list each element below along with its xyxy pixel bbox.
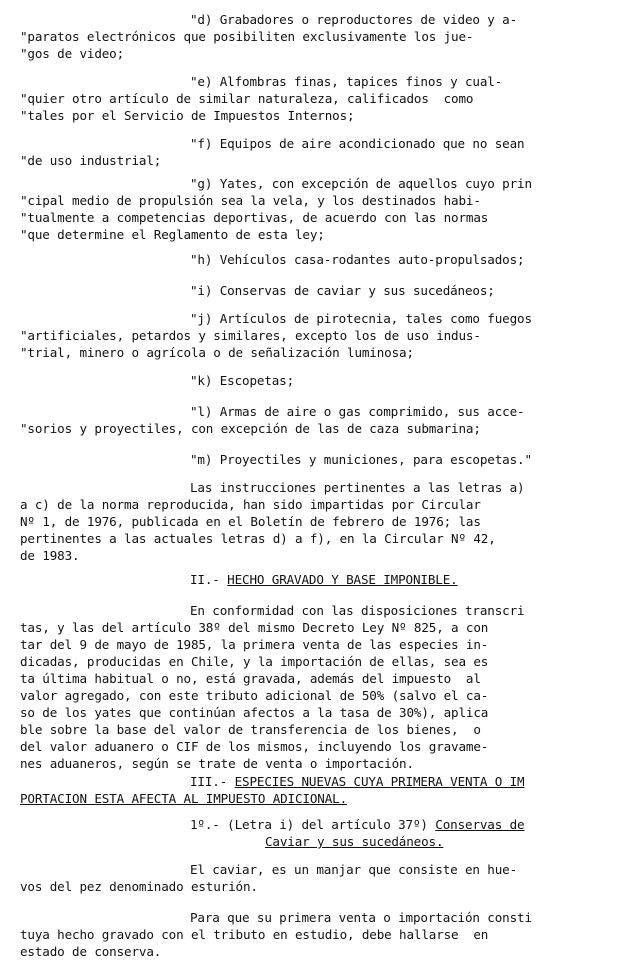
text-line: so de los yates que continúan afectos a la tasa de 30%), aplica	[20, 705, 489, 720]
item-title: Conservas de	[435, 817, 525, 832]
text-line: "e) Alfombras finas, tapices finos y cual-	[190, 74, 503, 89]
text-line: En conformidad con las disposiciones transcri	[190, 603, 525, 618]
text-line: "gos de video;	[20, 46, 125, 61]
text-line: "sorios y proyectiles, con excepción de las de caza submarina;	[20, 421, 481, 436]
text-line: "d) Grabadores o reproductores de video y a-	[190, 12, 518, 27]
text-line: valor agregado, con este tributo adicional de 50% (salvo el ca-	[20, 688, 489, 703]
text-line: ta última habitual o no, está gravada, además del impuesto al	[20, 671, 481, 686]
text-line: "quier otro artículo de similar naturaleza, calificados como	[20, 91, 474, 106]
text-line: "f) Equipos de aire acondicionado que no sean	[190, 136, 525, 151]
text-line: "k) Escopetas;	[190, 373, 295, 388]
text-line: tuya hecho gravado con el tributo en estudio, debe hallarse en	[20, 927, 489, 942]
text-line: vos del pez denominado esturión.	[20, 879, 258, 894]
text-line: tar del 9 de mayo de 1985, la primera venta de las especies in-	[20, 637, 489, 652]
text-line: "l) Armas de aire o gas comprimido, sus acce-	[190, 404, 525, 419]
section-number: III.-	[190, 774, 228, 789]
text-line: "g) Yates, con excepción de aquellos cuyo prin	[190, 176, 532, 191]
text-line: tas, y las del artículo 38º del mismo Decreto Ley Nº 825, a con	[20, 620, 489, 635]
text-line: Nº 1, de 1976, publicada en el Boletín de febrero de 1976; las	[20, 514, 481, 529]
text-line: nes aduaneros, según se trate de venta o importación.	[20, 756, 414, 771]
text-line: "i) Conservas de caviar y sus sucedáneos;	[190, 283, 495, 298]
item-reference: (Letra i) del artículo 37º)	[227, 817, 428, 832]
section-title-continued: PORTACION ESTA AFECTA AL IMPUESTO ADICIONAL.	[20, 791, 348, 806]
text-line: "tales por el Servicio de Impuestos Internos;	[20, 108, 355, 123]
text-line: a c) de la norma reproducida, han sido impartidas por Circular	[20, 497, 481, 512]
text-line: "paratos electrónicos que posibiliten exclusivamente los jue-	[20, 29, 474, 44]
section-heading	[190, 774, 610, 790]
text-line: "trial, minero o agrícola o de señalización luminosa;	[20, 345, 414, 360]
text-line: "tualmente a competencias deportivas, de acuerdo con las normas	[20, 210, 489, 225]
text-line: "m) Proyectiles y municiones, para escopetas."	[190, 452, 532, 467]
text-line: "que determine el Reglamento de esta ley;	[20, 227, 325, 242]
section-number: II.-	[190, 572, 220, 587]
text-line: El caviar, es un manjar que consiste en hue-	[190, 862, 518, 877]
text-line: dicadas, producidas en Chile, y la importación de ellas, sea es	[20, 654, 489, 669]
section-heading	[190, 572, 610, 588]
section-title: ESPECIES NUEVAS CUYA PRIMERA VENTA O IM	[234, 774, 525, 789]
text-line: pertinentes a las actuales letras d) a f), en la Circular Nº 42,	[20, 531, 496, 546]
text-line: de 1983.	[20, 548, 80, 563]
item-number: 1º.-	[190, 817, 220, 832]
section-title: HECHO GRAVADO Y BASE IMPONIBLE.	[227, 572, 458, 587]
text-line: "artificiales, petardos y similares, excepto los de uso indus-	[20, 328, 481, 343]
text-line: estado de conserva.	[20, 944, 162, 959]
text-line: Las instrucciones pertinentes a las letras a)	[190, 480, 525, 495]
text-line: "h) Vehículos casa-rodantes auto-propulsados;	[190, 252, 525, 267]
subsection-heading	[190, 817, 610, 833]
text-line: "j) Artículos de pirotecnia, tales como fuegos	[190, 311, 532, 326]
text-line: "cipal medio de propulsión sea la vela, y los destinados habi-	[20, 193, 481, 208]
text-line: "de uso industrial;	[20, 153, 162, 168]
text-line: ble sobre la base del valor de transferencia de los bienes, o	[20, 722, 481, 737]
text-line: del valor aduanero o CIF de los mismos, incluyendo los gravame-	[20, 739, 489, 754]
text-line: Para que su primera venta o importación consti	[190, 910, 532, 925]
item-title-continued: Caviar y sus sucedáneos.	[265, 834, 444, 849]
